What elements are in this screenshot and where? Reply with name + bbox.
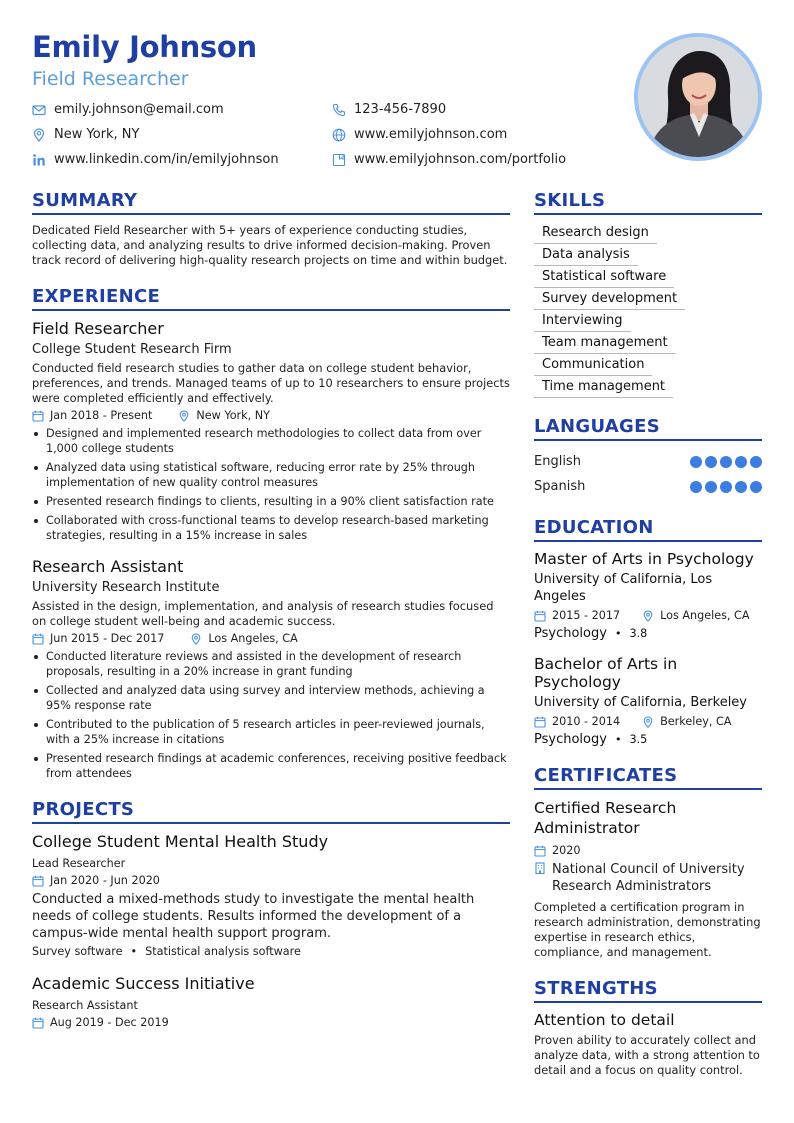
- certificate-year: 2020: [552, 844, 581, 857]
- education-entry: [534, 550, 762, 641]
- project-entry: [32, 974, 510, 1029]
- contact-website-text: www.emilyjohnson.com: [354, 127, 508, 142]
- project-meta: [32, 1016, 510, 1029]
- education-heading: EDUCATION: [534, 517, 762, 542]
- location-icon: [190, 633, 202, 645]
- calendar-icon: [534, 716, 546, 728]
- job-location: New York, NY: [196, 409, 270, 422]
- location-icon: [32, 128, 46, 142]
- job-dates: Jun 2015 - Dec 2017: [50, 632, 165, 645]
- certificates-section: [534, 765, 762, 960]
- experience-heading: EXPERIENCE: [32, 286, 510, 311]
- calendar-icon: [32, 633, 44, 645]
- education-meta: [534, 609, 762, 622]
- email-icon: [32, 103, 46, 117]
- job-meta: [32, 632, 510, 645]
- skill-item: Time management: [534, 377, 673, 398]
- certificate-title: Certified Research Administrator: [534, 799, 677, 837]
- building-icon: [534, 862, 546, 874]
- job-achievements: [32, 426, 510, 543]
- language-row: [534, 474, 762, 499]
- contact-linkedin[interactable]: [32, 150, 332, 169]
- job-location: Los Angeles, CA: [208, 632, 298, 645]
- project-role: Lead Researcher: [32, 857, 126, 870]
- summary-section: [32, 190, 510, 268]
- contact-location: [32, 125, 332, 144]
- language-name: Spanish: [534, 479, 586, 494]
- certificate-description: Completed a certification program in research administration, demonstrating expertise in research ethics, compliance, and management.: [534, 900, 761, 959]
- language-row: [534, 449, 762, 474]
- experience-section: [32, 286, 510, 781]
- project-title: Academic Success Initiative: [32, 974, 255, 993]
- achievement-item: Presented research findings at academic conferences, receiving positive feedback from attendees: [32, 751, 510, 781]
- strengths-section: [534, 978, 762, 1078]
- calendar-icon: [534, 610, 546, 622]
- achievement-item: Collaborated with cross-functional teams to develop research-based marketing strategies, resulting in a 15% increase in sales: [32, 513, 510, 543]
- school-name: University of California, Berkeley: [534, 695, 747, 710]
- contact-email-text: emily.johnson@email.com: [54, 102, 224, 117]
- location-icon: [642, 716, 654, 728]
- school-name: University of California, Los Angeles: [534, 572, 713, 604]
- achievement-item: Contributed to the publication of 5 research articles in peer-reviewed journals, with a 25% increase in citations: [32, 717, 510, 747]
- contact-location-text: New York, NY: [54, 127, 140, 142]
- languages-section: [534, 416, 762, 499]
- location-icon: [642, 610, 654, 622]
- education-location: Berkeley, CA: [660, 715, 732, 728]
- achievement-item: Designed and implemented research methodologies to collect data from over 1,000 college students: [32, 426, 510, 456]
- skill-item: Communication: [534, 355, 652, 376]
- languages-heading: LANGUAGES: [534, 416, 762, 441]
- job-title: Research Assistant: [32, 557, 184, 576]
- job-title: Field Researcher: [32, 319, 164, 338]
- project-tag: Survey software: [32, 945, 123, 958]
- location-icon: [178, 410, 190, 422]
- skill-item: Team management: [534, 333, 676, 354]
- project-entry: [32, 832, 510, 958]
- skill-item: Data analysis: [534, 245, 638, 266]
- gpa-value: 3.8: [629, 627, 648, 640]
- education-entry: [534, 655, 762, 747]
- profile-photo: [634, 33, 762, 161]
- candidate-name: Emily Johnson: [32, 30, 257, 64]
- job-meta: [32, 409, 510, 422]
- calendar-icon: [32, 875, 44, 887]
- project-meta: [32, 874, 510, 887]
- summary-heading: SUMMARY: [32, 190, 510, 215]
- contact-phone[interactable]: [332, 100, 612, 119]
- project-dates: Jan 2020 - Jun 2020: [50, 874, 160, 887]
- proficiency-dots: [690, 456, 762, 468]
- certificates-heading: CERTIFICATES: [534, 765, 762, 790]
- education-meta: [534, 715, 762, 728]
- contact-phone-text: 123-456-7890: [354, 102, 447, 117]
- contact-email[interactable]: [32, 100, 332, 119]
- strengths-heading: STRENGTHS: [534, 978, 762, 1003]
- calendar-icon: [32, 410, 44, 422]
- contact-info: [32, 100, 612, 169]
- skill-item: Survey development: [534, 289, 685, 310]
- contact-website[interactable]: [332, 125, 612, 144]
- project-title: College Student Mental Health Study: [32, 832, 329, 851]
- certificate-org-row: [534, 861, 762, 895]
- education-location: Los Angeles, CA: [660, 609, 750, 622]
- strength-description: Proven ability to accurately collect and analyze data, with a strong attention to detail and a focus on quality control.: [534, 1033, 760, 1077]
- experience-entry: [32, 319, 510, 543]
- degree-title: Bachelor of Arts in Psychology: [534, 655, 678, 691]
- right-column: [534, 190, 762, 1096]
- degree-title: Master of Arts in Psychology: [534, 550, 754, 568]
- achievement-item: Presented research findings to clients, resulting in a 90% client satisfaction rate: [32, 494, 510, 509]
- contact-linkedin-text: www.linkedin.com/in/emilyjohnson: [54, 152, 279, 167]
- strength-title: Attention to detail: [534, 1011, 675, 1029]
- job-dates: Jan 2018 - Present: [50, 409, 153, 422]
- job-achievements: [32, 649, 510, 781]
- field-name: Psychology: [534, 732, 607, 747]
- portfolio-icon: [332, 153, 346, 167]
- achievement-item: Conducted literature reviews and assisted in the development of research proposals, resulting in a 20% increase in grant funding: [32, 649, 510, 679]
- projects-section: [32, 799, 510, 1029]
- job-description: Assisted in the design, implementation, and analysis of research studies focused on college student well-being and academic success.: [32, 599, 494, 628]
- gpa-value: 3.5: [629, 733, 648, 746]
- skills-section: [534, 190, 762, 398]
- contact-portfolio[interactable]: [332, 150, 612, 169]
- education-field: Psychology • 3.5: [534, 732, 648, 747]
- education-dates: 2010 - 2014: [552, 715, 621, 728]
- skill-item: Interviewing: [534, 311, 631, 332]
- achievement-item: Collected and analyzed data using survey and interview methods, achieving a 95% response rate: [32, 683, 510, 713]
- skill-item: Research design: [534, 223, 657, 244]
- language-name: English: [534, 454, 581, 469]
- contact-portfolio-text: www.emilyjohnson.com/portfolio: [354, 152, 567, 167]
- skills-heading: SKILLS: [534, 190, 762, 215]
- job-description: Conducted field research studies to gather data on college student behavior, preferences, and trends. Managed teams of up to 10 researchers to ensure projects were completed efficiently and effectively.: [32, 361, 510, 405]
- summary-text: Dedicated Field Researcher with 5+ years of experience conducting studies, collecting data, and analyzing results to drive informed decision-making. Proven track record of delivering high-quality research projects on time and within budget.: [32, 223, 508, 267]
- job-company: College Student Research Firm: [32, 342, 232, 357]
- projects-heading: PROJECTS: [32, 799, 510, 824]
- phone-icon: [332, 103, 346, 117]
- left-column: [32, 190, 510, 1047]
- project-dates: Aug 2019 - Dec 2019: [50, 1016, 169, 1029]
- globe-icon: [332, 128, 346, 142]
- certificate-organization: National Council of University Research Administrators: [552, 862, 745, 894]
- portrait-image: [638, 37, 758, 157]
- achievement-item: Analyzed data using statistical software, reducing error rate by 25% through implementation of new quality control measures: [32, 460, 510, 490]
- project-tags: Survey software • Statistical analysis software: [32, 945, 301, 958]
- calendar-icon: [32, 1017, 44, 1029]
- project-role: Research Assistant: [32, 999, 138, 1012]
- candidate-title: Field Researcher: [32, 68, 189, 90]
- proficiency-dots: [690, 481, 762, 493]
- education-section: [534, 517, 762, 747]
- job-company: University Research Institute: [32, 580, 220, 595]
- field-name: Psychology: [534, 626, 607, 641]
- calendar-icon: [534, 845, 546, 857]
- certificate-year-row: [534, 844, 762, 857]
- education-dates: 2015 - 2017: [552, 609, 621, 622]
- project-description: Conducted a mixed-methods study to investigate the mental health needs of college students. Results informed the development of a campus-wide mental health support program.: [32, 892, 475, 941]
- experience-entry: [32, 557, 510, 781]
- education-field: Psychology • 3.8: [534, 626, 648, 641]
- linkedin-icon: [32, 153, 46, 167]
- skill-item: Statistical software: [534, 267, 674, 288]
- project-tag: Statistical analysis software: [145, 945, 301, 958]
